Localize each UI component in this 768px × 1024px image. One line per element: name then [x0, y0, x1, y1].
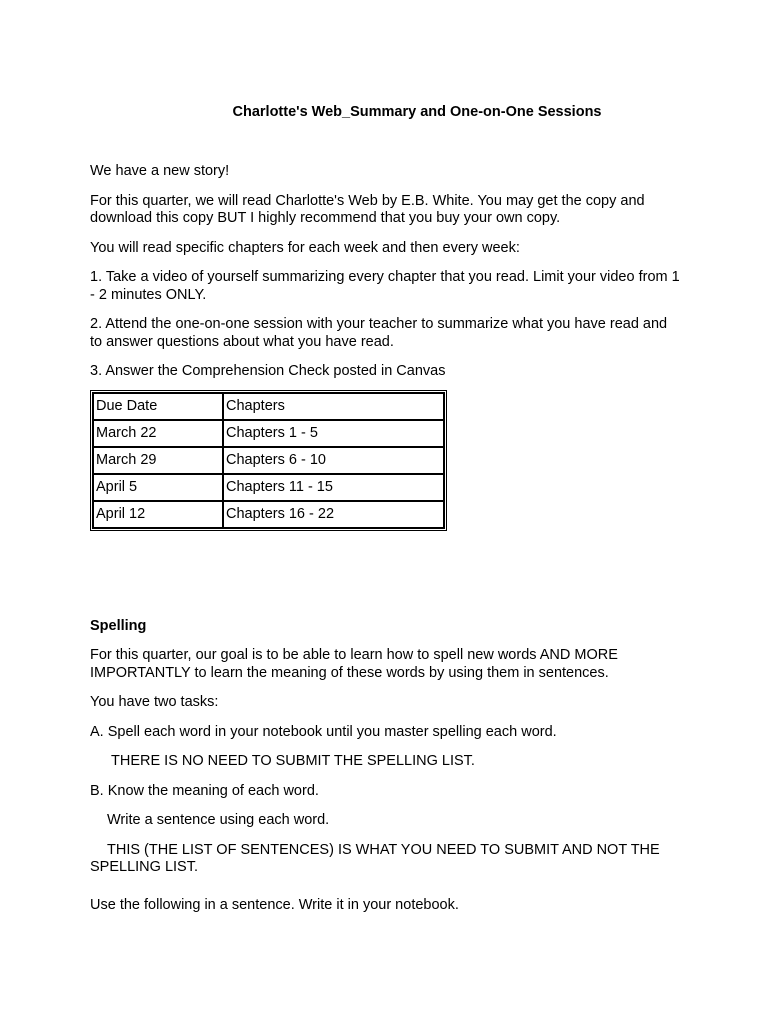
document-body [90, 163, 680, 926]
step-3: 3. Answer the Comprehension Check posted in Canvas [90, 363, 446, 379]
intro-paragraph-1: We have a new story! [90, 163, 230, 179]
table-row [93, 474, 444, 501]
final-instruction: Use the following in a sentence. Write it in your notebook. [90, 896, 459, 913]
header-chapters: Chapters [223, 393, 444, 420]
chapters-cell: Chapters 16 - 22 [223, 501, 444, 528]
spelling-heading: Spelling [90, 617, 147, 634]
chapters-cell: Chapters 11 - 15 [223, 474, 444, 501]
step-2: 2. Attend the one-on-one session with your teacher to summarize what you have read and to answer questions about what you have read. [90, 316, 668, 350]
task-a: A. Spell each word in your notebook until you master spelling each word. [90, 723, 557, 740]
spelling-paragraph-2: You have two tasks: [90, 694, 219, 710]
spelling-paragraph-1: For this quarter, our goal is to be able to learn how to spell new words AND MORE IMPORTANTLY to learn the meaning of these words by using them in sentences. [90, 647, 618, 681]
task-b: B. Know the meaning of each word. [90, 782, 319, 799]
table-header-row [93, 393, 444, 420]
due-date-cell: March 29 [93, 447, 223, 474]
header-due-date: Due Date [93, 393, 223, 420]
step-1: 1. Take a video of yourself summarizing every chapter that you read. Limit your video from 1 - 2 minutes ONLY. [90, 269, 680, 303]
document-title: Charlotte's Web_Summary and One-on-One Sessions [232, 104, 602, 120]
table-row [93, 420, 444, 447]
intro-paragraph-2: For this quarter, we will read Charlotte's Web by E.B. White. You may get the copy and download this copy BUT I highly recommend that you buy your own copy. [90, 192, 645, 226]
schedule-table [90, 390, 447, 531]
due-date-cell: April 12 [93, 501, 223, 528]
intro-paragraph-3: You will read specific chapters for each week and then every week: [90, 239, 520, 256]
chapters-cell: Chapters 1 - 5 [223, 420, 444, 447]
task-b-note-2 [90, 842, 680, 877]
table-row [93, 447, 444, 474]
due-date-cell: April 5 [93, 474, 223, 501]
chapters-cell: Chapters 6 - 10 [223, 447, 444, 474]
due-date-cell: March 22 [93, 420, 223, 447]
task-b-note-2-text: THIS (THE LIST OF SENTENCES) IS WHAT YOU NEED TO SUBMIT AND NOT THE SPELLING LIST. [90, 841, 660, 875]
spacer [90, 531, 680, 618]
task-b-note-1: Write a sentence using each word. [107, 812, 330, 828]
task-a-note: THERE IS NO NEED TO SUBMIT THE SPELLING LIST. [111, 753, 475, 769]
table-row [93, 501, 444, 528]
